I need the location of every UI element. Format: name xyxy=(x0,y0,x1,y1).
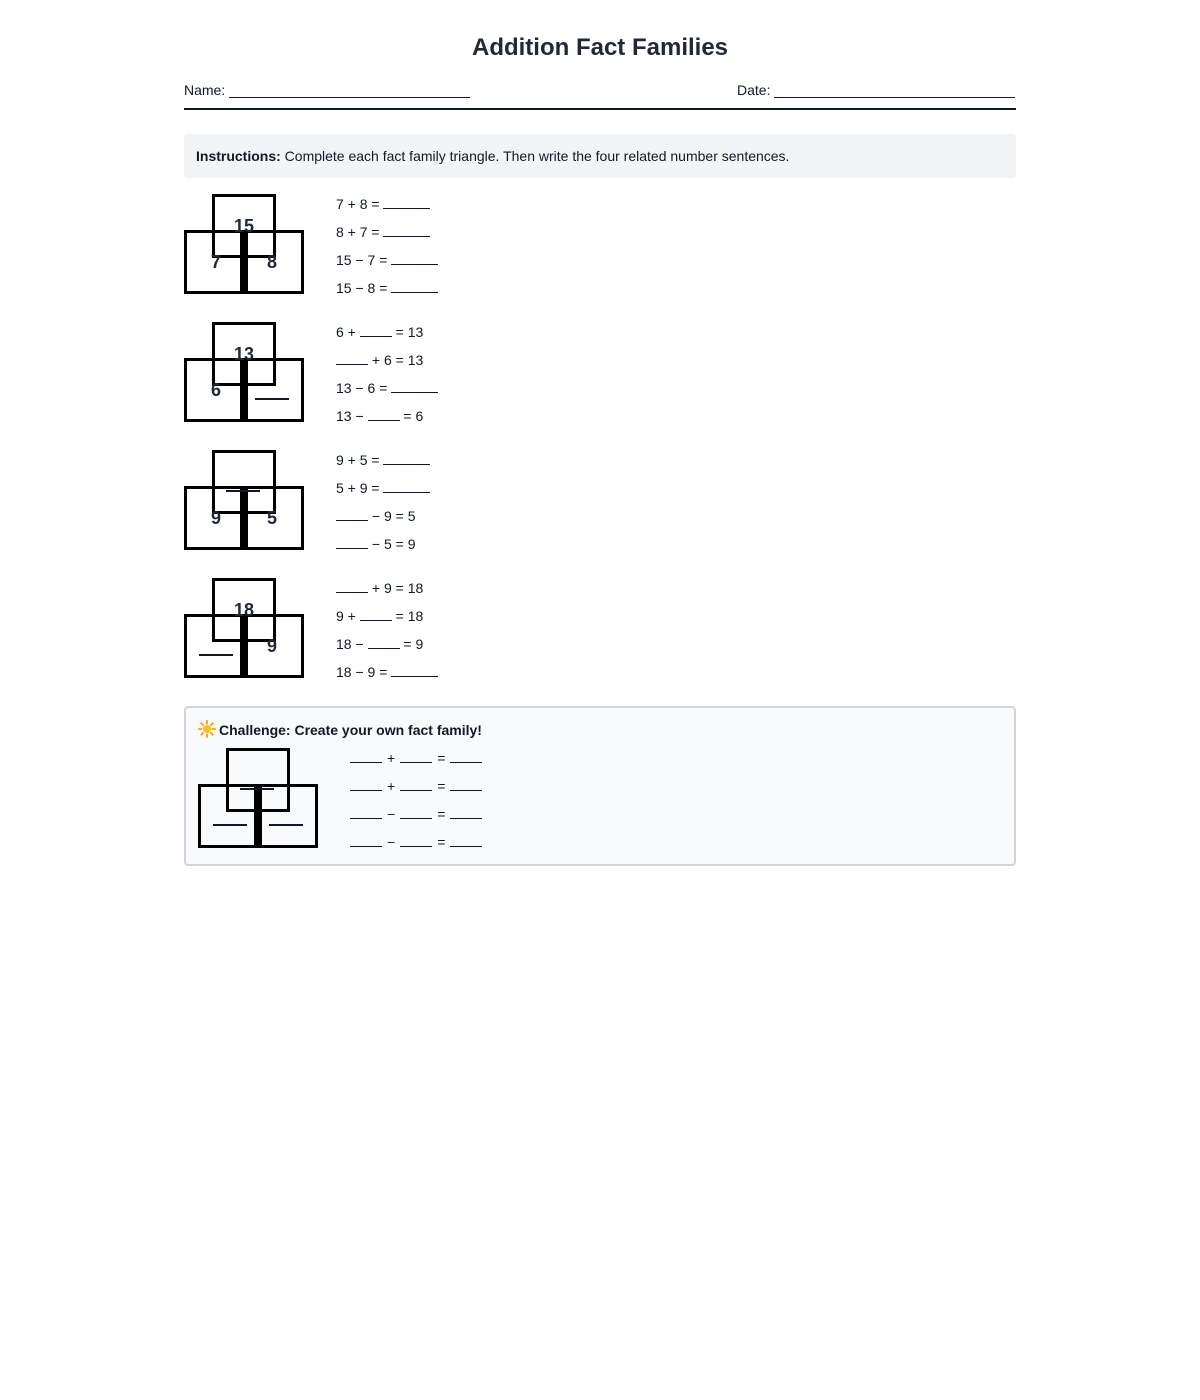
equals-sign: = xyxy=(437,778,446,794)
answer-blank[interactable] xyxy=(391,250,438,265)
right-number-blank[interactable] xyxy=(269,824,303,826)
answer-blank[interactable] xyxy=(383,450,430,465)
answer-blank[interactable] xyxy=(400,748,432,763)
answer-blank[interactable] xyxy=(350,804,382,819)
number-sentence xyxy=(336,634,423,654)
sentence-after: = 13 xyxy=(391,324,424,340)
challenge-sentence xyxy=(350,748,482,768)
date-label: Date: xyxy=(737,82,771,98)
equals-sign: = xyxy=(437,806,446,822)
sentence-after: + 9 = 18 xyxy=(368,580,424,596)
answer-blank[interactable] xyxy=(336,350,368,365)
number-sentence xyxy=(336,194,430,214)
top-number-blank[interactable] xyxy=(226,490,260,492)
challenge-box xyxy=(184,706,1016,866)
operator: + xyxy=(387,750,396,766)
number-sentence xyxy=(336,250,438,270)
operator: − xyxy=(387,806,396,822)
left-number: 6 xyxy=(210,380,221,400)
number-sentence xyxy=(336,506,415,526)
name-line[interactable] xyxy=(229,83,470,98)
left-number-blank[interactable] xyxy=(213,824,247,826)
fact-triangle xyxy=(184,194,304,294)
left-number: 9 xyxy=(210,508,221,528)
answer-blank[interactable] xyxy=(400,832,432,847)
number-sentence xyxy=(336,478,430,498)
sentence-after: = 6 xyxy=(399,408,424,424)
answer-blank[interactable] xyxy=(391,278,438,293)
top-number-blank[interactable] xyxy=(240,788,274,790)
challenge-sentence xyxy=(350,776,482,796)
answer-blank[interactable] xyxy=(400,776,432,791)
number-sentence xyxy=(336,606,423,626)
answer-blank[interactable] xyxy=(391,662,438,677)
name-label: Name: xyxy=(184,82,226,98)
sun-icon xyxy=(198,720,216,738)
sentence-before: 8 + 7 = xyxy=(336,224,384,240)
number-sentence xyxy=(336,662,438,682)
sentence-after: − 5 = 9 xyxy=(368,536,416,552)
number-sentence xyxy=(336,278,438,298)
divider-stem xyxy=(240,230,248,294)
answer-blank[interactable] xyxy=(360,606,392,621)
sentence-after: = 9 xyxy=(399,636,424,652)
sentence-before: 13 − xyxy=(336,408,368,424)
answer-blank[interactable] xyxy=(350,832,382,847)
sentence-before: 5 + 9 = xyxy=(336,480,384,496)
date-line[interactable] xyxy=(774,83,1015,98)
number-sentence xyxy=(336,322,423,342)
sentence-before: 7 + 8 = xyxy=(336,196,384,212)
number-sentence xyxy=(336,534,415,554)
answer-blank[interactable] xyxy=(383,194,430,209)
divider-stem xyxy=(240,614,248,678)
number-sentence xyxy=(336,350,423,370)
date-field[interactable] xyxy=(737,82,1015,98)
sentence-before: 15 − 7 = xyxy=(336,252,392,268)
fact-triangle xyxy=(184,450,304,550)
operator: − xyxy=(387,834,396,850)
answer-blank[interactable] xyxy=(350,748,382,763)
sentence-before: 9 + 5 = xyxy=(336,452,384,468)
sentence-before: 13 − 6 = xyxy=(336,380,392,396)
answer-blank[interactable] xyxy=(450,804,482,819)
instructions-box xyxy=(184,134,1016,178)
top-number: 13 xyxy=(233,344,255,364)
divider-stem xyxy=(240,358,248,422)
sentence-after: − 9 = 5 xyxy=(368,508,416,524)
sentence-after: = 18 xyxy=(391,608,424,624)
divider-stem xyxy=(240,486,248,550)
equals-sign: = xyxy=(437,750,446,766)
answer-blank[interactable] xyxy=(400,804,432,819)
instructions-text: Complete each fact family triangle. Then write the four related number sentences. xyxy=(280,148,790,164)
left-number-blank[interactable] xyxy=(199,654,233,656)
answer-blank[interactable] xyxy=(350,776,382,791)
answer-blank[interactable] xyxy=(368,406,400,421)
fact-triangle xyxy=(184,322,304,422)
operator: + xyxy=(387,778,396,794)
answer-blank[interactable] xyxy=(450,748,482,763)
right-number: 5 xyxy=(266,508,277,528)
challenge-sentence xyxy=(350,804,482,824)
right-number: 8 xyxy=(266,252,277,272)
top-number: 18 xyxy=(233,600,255,620)
challenge-fact-family xyxy=(198,748,998,858)
sentence-before: 9 + xyxy=(336,608,360,624)
challenge-title-text: Challenge: Create your own fact family! xyxy=(219,722,482,738)
fact-family xyxy=(184,194,1016,304)
challenge-title xyxy=(198,720,482,740)
answer-blank[interactable] xyxy=(383,222,430,237)
number-sentence xyxy=(336,578,423,598)
right-number: 9 xyxy=(266,636,277,656)
answer-blank[interactable] xyxy=(360,322,392,337)
answer-blank[interactable] xyxy=(450,832,482,847)
fact-triangle xyxy=(184,578,304,678)
challenge-sentence xyxy=(350,832,482,852)
answer-blank[interactable] xyxy=(391,378,438,393)
number-sentence xyxy=(336,450,430,470)
answer-blank[interactable] xyxy=(368,634,400,649)
answer-blank[interactable] xyxy=(336,506,368,521)
sentence-after: + 6 = 13 xyxy=(368,352,424,368)
sentence-before: 18 − 9 = xyxy=(336,664,392,680)
right-number-blank[interactable] xyxy=(255,398,289,400)
equals-sign: = xyxy=(437,834,446,850)
fact-family xyxy=(184,450,1016,560)
fact-family xyxy=(184,322,1016,432)
sentence-before: 6 + xyxy=(336,324,360,340)
top-number: 15 xyxy=(233,216,255,236)
instructions-label: Instructions: xyxy=(196,148,281,164)
name-field[interactable] xyxy=(184,82,470,98)
answer-blank[interactable] xyxy=(336,534,368,549)
sentence-before: 18 − xyxy=(336,636,368,652)
number-sentence xyxy=(336,222,430,242)
header-row xyxy=(184,78,1016,110)
sentence-before: 15 − 8 = xyxy=(336,280,392,296)
answer-blank[interactable] xyxy=(383,478,430,493)
fact-family xyxy=(184,578,1016,688)
answer-blank[interactable] xyxy=(336,578,368,593)
divider-stem xyxy=(254,784,262,848)
fact-triangle xyxy=(198,748,318,848)
answer-blank[interactable] xyxy=(450,776,482,791)
page-title: Addition Fact Families xyxy=(471,34,729,61)
left-number: 7 xyxy=(210,252,221,272)
number-sentence xyxy=(336,378,438,398)
number-sentence xyxy=(336,406,423,426)
